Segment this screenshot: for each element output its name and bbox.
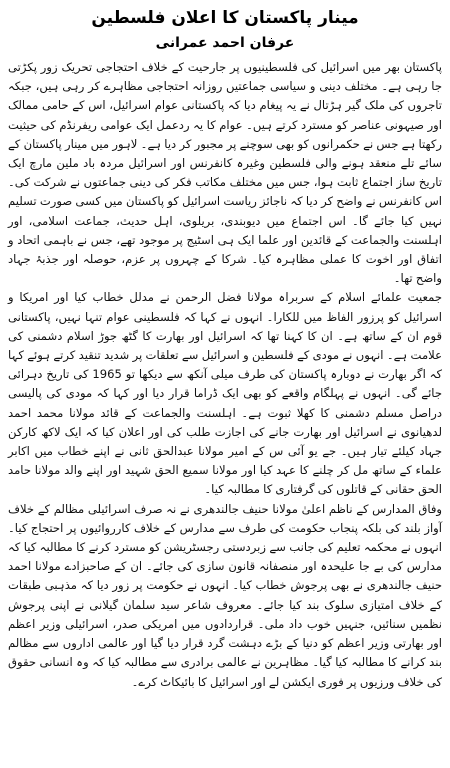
article-headline: مینار پاکستان کا اعلان فلسطین [91, 8, 359, 28]
article-body [8, 58, 442, 692]
article-paragraph-1: پاکستان بھر میں اسرائیل کی فلسطینیوں پر جارحیت کے خلاف احتجاجی تحریک زور پکڑتی جا رہی ہے۔ مختلف دینی و سیاسی جماعتیں روزانہ احتجاجی مظاہرے کر رہی ہیں، جبکہ تاجروں کی ملک گیر ہڑتال نے یہ پیغام دیا کہ پاکستانی عوام اسرائیل، اس کے حامی ممالک اور صیہونی عناصر کو مسترد کرتے ہیں۔ عوام کا یہ ردعمل ایک عوامی ریفرنڈم کی حیثیت رکھتا ہے جس نے حکمرانوں کو بھی سوچنے پر مجبور کر دیا ہے۔ لاہور میں مینار پاکستان کے سائے تلے منعقد ہونے والی فلسطین وغیرہ کانفرنس اور اسرائیل مردہ باد ملین مارچ ایک تاریخ ساز اجتماع ثابت ہوا، جس میں مختلف مکاتب فکر کی دینی جماعتوں نے شرکت کی۔ اس کانفرنس نے واضح کر دیا کہ ناجائز ریاست اسرائیل کو پاکستان میں کسی صورت تسلیم نہیں کیا جائے گا۔ اس اجتماع میں دیوبندی، بریلوی، اہل حدیث، جماعت اسلامی، اور اہلسنت والجماعت کے قائدین اور علما ایک ہی اسٹیج پر موجود تھے، جس نے باہمی اتحاد و اتفاق اور اخوت کا عملی مظاہرہ کیا۔ شرکا کے چہروں پر عزم، حوصلہ اور جذبۂ جہاد واضح تھا۔ [8, 60, 442, 286]
article-paragraph-2: جمعیت علمائے اسلام کے سربراہ مولانا فضل الرحمن نے مدلل خطاب کیا اور امریکا و اسرائیل کو پرزور الفاظ میں للکارا۔ انہوں نے کہا کہ فلسطینی عوام تنہا نہیں، پاکستانی قوم ان کے ساتھ ہے۔ ان کا کہنا تھا کہ اسرائیل اور بھارت کا گٹھ جوڑ اسلام دشمنی کی علامت ہے۔ انہوں نے مودی کے فلسطین و اسرائیل سے تعلقات پر شدید تنقید کرتے ہوئے کہا کہ اگر بھارت نے دوبارہ پاکستان کی طرف میلی آنکھ سے دیکھا تو 1965 کی تاریخ دہرائی جائے گی۔ انہوں نے پہلگام واقعے کو بھی ایک ڈراما قرار دیا اور کہا کہ مودی کی پالیسی دراصل مسلم دشمنی کا کھلا ثبوت ہے۔ اہلسنت والجماعت کے قائد مولانا محمد احمد لدھیانوی نے اسرائیل اور بھارت جانے کی اجازت طلب کی اور اعلان کیا کہ ایک لاکھ کارکن جہاد کیلئے تیار ہیں۔ جے یو آئی س کے امیر مولانا عبدالحق ثانی نے اپنے خطاب میں اکابر علماء کے ساتھ مل کر چلنے کا عہد کیا اور مولانا سمیع الحق شہید اور اپنے والد مولانا حامد الحق حقانی کے قاتلوں کی گرفتاری کا مطالبہ کیا۔ [8, 290, 442, 497]
article-byline: عرفان احمد عمرانی [155, 35, 295, 51]
article-paragraph-3: وفاق المدارس کے ناظم اعلیٰ مولانا حنیف جالندھری نے نہ صرف اسرائیلی مظالم کے خلاف آواز بلند کی بلکہ پنجاب حکومت کی طرف سے مدارس کے خلاف کارروائیوں پر احتجاج کیا۔ انہوں نے محکمہ تعلیم کی جانب سے زبردستی رجسٹریشن کو مسترد کرنے کا مطالبہ کیا کہ مدارس کی بے جا علیحدہ اور منصفانہ قانون سازی کی جائے۔ ان کے صاحبزادے مولانا احمد حنیف جالندھری نے بھی پرجوش خطاب کیا۔ انہوں نے حکومت پر زور دیا کہ مذہبی طبقات کے خلاف امتیازی سلوک بند کیا جائے۔ معروف شاعر سید سلمان گیلانی نے اپنی پرجوش نظمیں سنائیں، جنہیں خوب داد ملی۔ قراردادوں میں امریکی صدر، اسرائیلی وزیر اعظم اور بھارتی وزیر اعظم کو دنیا کے بڑے دہشت گرد قرار دیا گیا اور عالمی اداروں سے مظالم بند کرانے کا مطالبہ کیا گیا۔ مظاہرین نے عالمی برادری سے مطالبہ کیا کہ وہ انسانی حقوق کی خلاف ورزیوں پر فوری ایکشن لے اور اسرائیل کا بائیکاٹ کرے۔ [8, 501, 442, 689]
